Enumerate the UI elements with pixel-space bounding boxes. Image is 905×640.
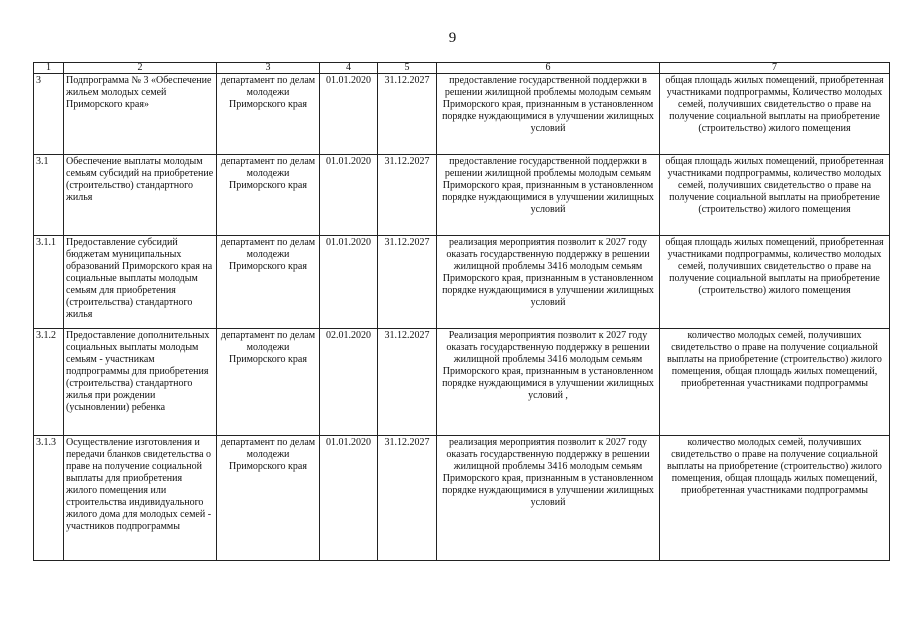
table-row — [34, 436, 890, 561]
indicators: общая площадь жилых помещений, приобретенная участниками подпрограммы, количество молодых семей, получивших свидетельство о праве на получение социальной выплаты на приобретение (строительство) жилого помещения — [660, 236, 890, 329]
activity-name: Осуществление изготовления и передачи бланков свидетельства о праве на получение социальной выплаты для приобретения жилого помещения или строительства индивидуального жилого дома для молодых семей - участников подпрограммы — [64, 436, 217, 561]
start-date: 01.01.2020 — [320, 155, 378, 236]
activity-name: Предоставление дополнительных социальных выплаты молодым семьям - участникам подпрограммы для приобретения (строительства) стандартного жилья при рождении (усыновлении) ребенка — [64, 329, 217, 436]
start-date: 01.01.2020 — [320, 436, 378, 561]
column-header: 2 — [64, 63, 217, 74]
activity-name: Предоставление субсидий бюджетам муниципальных образований Приморского края на социальные выплаты молодым семьям для приобретения (строительства) стандартного жилья — [64, 236, 217, 329]
column-number-row — [34, 63, 890, 74]
start-date: 02.01.2020 — [320, 329, 378, 436]
executor: департамент по делам молодежи Приморского края — [217, 436, 320, 561]
start-date: 01.01.2020 — [320, 236, 378, 329]
column-header: 3 — [217, 63, 320, 74]
row-number: 3 — [34, 74, 64, 155]
executor: департамент по делам молодежи Приморского края — [217, 329, 320, 436]
indicators: количество молодых семей, получивших свидетельство о праве на получение социальной выплаты на приобретение (строительство) жилого помещения, общая площадь жилых помещений, приобретенная участниками подпрограммы — [660, 436, 890, 561]
table-row — [34, 329, 890, 436]
executor: департамент по делам молодежи Приморского края — [217, 155, 320, 236]
column-header: 1 — [34, 63, 64, 74]
indicators: общая площадь жилых помещений, приобретенная участниками подпрограммы, Количество молодых семей, получивших свидетельство о праве на получение социальной выплаты на приобретение (строительство) жилого помещения — [660, 74, 890, 155]
start-date: 01.01.2020 — [320, 74, 378, 155]
expected-result: реализация мероприятия позволит к 2027 году оказать государственную поддержку в решении жилищной проблемы 3416 молодым семьям Приморского края, признанным в установленном порядке нуждающимися в улучшении жилищных условий — [437, 236, 660, 329]
row-number: 3.1.2 — [34, 329, 64, 436]
row-number: 3.1.3 — [34, 436, 64, 561]
end-date: 31.12.2027 — [378, 329, 437, 436]
column-header: 4 — [320, 63, 378, 74]
page-number: 9 — [448, 30, 457, 46]
expected-result: Реализация мероприятия позволит к 2027 году оказать государственную поддержку в решении жилищной проблемы 3416 молодым семьям Приморского края, признанным в установленном порядке нуждающимися в улучшении жилищных условий , — [437, 329, 660, 436]
activity-name: Подпрограмма № 3 «Обеспечение жильем молодых семей Приморского края» — [64, 74, 217, 155]
expected-result: предоставление государственной поддержки в решении жилищной проблемы молодым семьям Приморского края, признанным в установленном порядке нуждающимися в улучшении жилищных условий — [437, 74, 660, 155]
activity-name: Обеспечение выплаты молодым семьям субсидий на приобретение (строительство) стандартного жилья — [64, 155, 217, 236]
expected-result: предоставление государственной поддержки в решении жилищной проблемы молодым семьям Приморского края, признанным в установленном порядке нуждающимися в улучшении жилищных условий — [437, 155, 660, 236]
executor: департамент по делам молодежи Приморского края — [217, 74, 320, 155]
end-date: 31.12.2027 — [378, 155, 437, 236]
end-date: 31.12.2027 — [378, 74, 437, 155]
table-row — [34, 236, 890, 329]
column-header: 7 — [660, 63, 890, 74]
row-number: 3.1 — [34, 155, 64, 236]
indicators: количество молодых семей, получивших свидетельство о праве на получение социальной выплаты на приобретение (строительство) жилого помещения, общая площадь жилых помещений, приобретенная участниками подпрограммы — [660, 329, 890, 436]
executor: департамент по делам молодежи Приморского края — [217, 236, 320, 329]
row-number: 3.1.1 — [34, 236, 64, 329]
program-table — [33, 62, 890, 561]
column-header: 6 — [437, 63, 660, 74]
end-date: 31.12.2027 — [378, 436, 437, 561]
expected-result: реализация мероприятия позволит к 2027 году оказать государственную поддержку в решении жилищной проблемы 3416 молодым семьям Приморского края, признанным в установленном порядке нуждающимися в улучшении жилищных условий — [437, 436, 660, 561]
indicators: общая площадь жилых помещений, приобретенная участниками подпрограммы, количество молодых семей, получивших свидетельство о праве на получение социальной выплаты на приобретение (строительство) жилого помещения — [660, 155, 890, 236]
table-row — [34, 155, 890, 236]
table-row — [34, 74, 890, 155]
column-header: 5 — [378, 63, 437, 74]
end-date: 31.12.2027 — [378, 236, 437, 329]
